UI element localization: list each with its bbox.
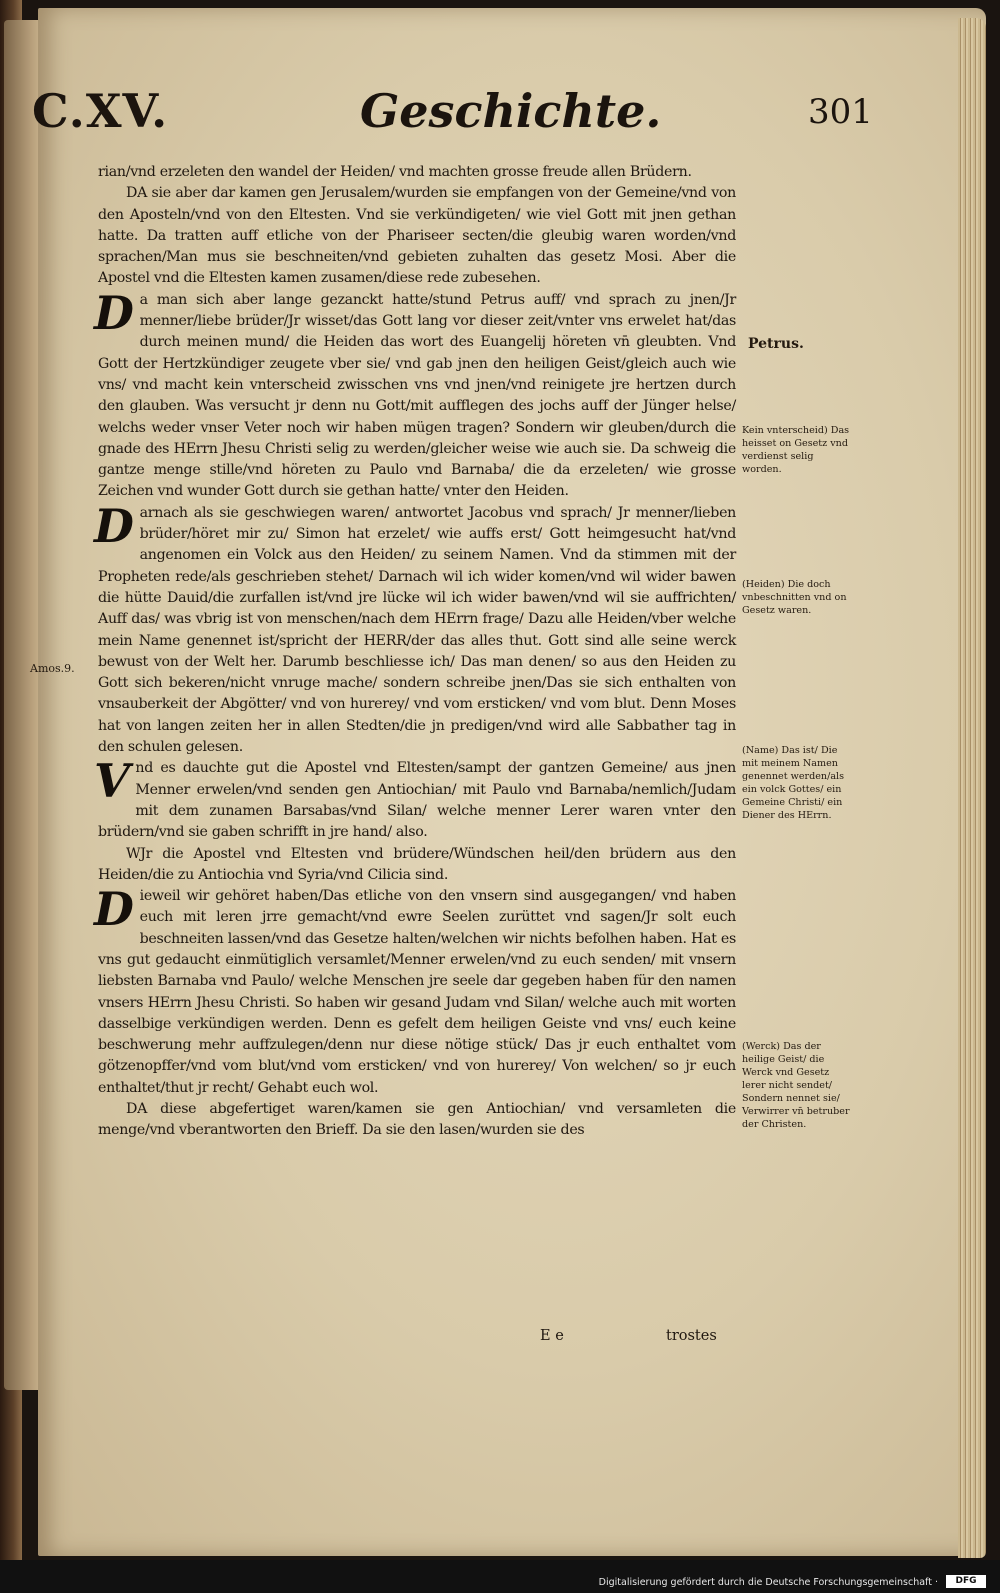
chapter-number: C.XV. (32, 84, 169, 138)
paragraph-8: DA diese abgefertiget waren/kamen sie gen Antiochian/ vnd versamleten die menge/vnd vberantworten den Brieff. Da sie den lasen/wurden sie des (98, 1101, 736, 1139)
paragraph-7-text: ieweil wir gehöret haben/Das etliche von den vnsern sind ausgegangen/ vnd haben euch mit leren jrre gemacht/vnd ewre Seelen zurüttet vnd sagen/Jr solt euch beschneiten lassen/vnd das Gesetze halten/welchen wir nichts befolhen haben. Hat es vns gut gedaucht einmütiglich versamlet/Menner erwelen/vnd zu euch senden/ mit vnsern liebsten Barnaba vnd Paulo/ welche Menschen jre seele dar gegeben haben für den namen vnsers HErrn Jhesu Christi. So haben wir gesand Judam vnd Silan/ welche auch mit worten dasselbige verkündigen werden. Denn es gefelt dem heiligen Geiste vnd vns/ euch keine beschwerung mehr auffzulegen/denn nur diese nötige stück/ Das jr euch enthaltet vom götzenopffer/vnd vom blut/vnd vom ersticken/ vnd von hurerey/ Von welchen/ so jr euch enthaltet/thut jr recht/ Gehabt euch wol. (98, 888, 736, 1096)
margin-note-name: (Name) Das ist/ Die mit meinem Namen genennet werden/als ein volck Gottes/ ein Gemeine Christi/ ein Diener des HErrn. (742, 745, 845, 821)
margin-note-heiden: (Heiden) Die doch vnbeschnitten vnd on Gesetz waren. (742, 579, 847, 616)
margin-note-werck: (Werck) Das der heilige Geist/ die Werck vnd Gesetz lerer nicht sendet/ Sondern nennet sie/ Verwirrer vn̄ betruber der Christen. (742, 1041, 850, 1130)
paragraph-1: rian/vnd erzeleten den wandel der Heiden/ vnd machten grosse freude allen Brüdern. (98, 164, 692, 180)
folio-number: 301 (808, 92, 873, 132)
paragraph-5 (94, 754, 736, 843)
paragraph-7 (94, 882, 736, 1099)
paragraph-3-text: a man sich aber lange gezanckt hatte/stund Petrus auff/ vnd sprach zu jnen/Jr menner/liebe brüder/Jr wisset/das Gott lang vor dieser zeit/vnter vns erwelet hat/das durch meinen mund/ die Heiden das wort des Euangelij höreten vn̄ gleubten. Vnd Gott der Hertzkündiger zeugete vber sie/ vnd gab jnen den heiligen Geist/gleich auch wie vns/ vnd macht kein vnterscheid zwisschen vns vnd jnen/vnd reinigete jre hertzen durch den glauben. Was versucht jr denn nu Gott/mit aufflegen des jochs auff der Jünger helse/ welchs weder vnser Veter noch wir haben mügen tragen? Sondern wir gleuben/durch die gnade des HErrn Jhesu Christi selig zu werden/gleicher weise wie auch sie. Da schweig die gantze menge stille/vnd höreten zu Paulo vnd Barnaba/ die da erzeleten/ wie grosse Zeichen vnd wunder Gott durch sie gethan hatte/ vnter den Heiden. (98, 291, 736, 500)
page-stack-edge (958, 18, 986, 1558)
funding-credit: Digitalisierung gefördert durch die Deutsche Forschungsgemeinschaft · (598, 1577, 938, 1588)
drop-capital: D (94, 498, 134, 553)
paragraph-5-text: nd es dauchte gut die Apostel vnd Eltesten/sampt der gantzen Gemeine/ aus jnen Menner erwelen/vnd senden gen Antiochian/ mit Paulo vnd Barnaba/nemlich/Judam mit dem zunamen Barsabas/vnd Silan/ welche menner Lerer waren vnter den brüdern/vnd sie gaben schrifft in jre hand/ also. (98, 760, 736, 841)
margin-note-unterscheid: Kein vnterscheid) Das heisset on Gesetz vnd verdienst selig worden. (742, 425, 850, 475)
dfg-logo: DFG (946, 1575, 986, 1588)
paragraph-2: DA sie aber dar kamen gen Jerusalem/wurden sie empfangen von der Gemeine/vnd von den Aposteln/vnd von den Eltesten. Vnd sie verkündigeten/ wie viel Gott mit jnen gethan hatte. Da tratten auff etliche von der Phariseer secten/die gleubig waren worden/vnd sprachen/Man mus sie beschneiten/vnd gebieten zuhalten das gesetz Mosi. Aber die Apostel vnd die Eltesten kamen zusamen/diese rede zubesehen. (98, 185, 736, 287)
paragraph-4 (94, 498, 736, 759)
signature-mark: E e (540, 1328, 564, 1344)
left-margin-note: Amos.9. (30, 662, 75, 675)
paragraph-4-text: arnach als sie geschwiegen waren/ antwortet Jacobus vnd sprach/ Jr menner/lieben brüder/höret mir zu/ Simon hat erzelet/ wie auffs erst/ Gott heimgesucht hat/vnd angenomen ein Volck aus den Heiden/ zu seinem Namen. Vnd da stimmen mit der Propheten rede/als geschrieben stehet/ Darnach wil ich wider komen/vnd wil wider bawen die hütte Dauid/die zurfallen ist/vnd jre lücke wil ich wider bawen/vnd wil sie auffrichten/ Auff das/ was vbrig ist von menschen/nach dem HErrn frage/ Dazu alle Heiden/vber welche mein Name genennet ist/spricht der HERR/der das alles thut. Gott sind alle seine werck bewust von der Welt her. Darumb beschliesse ich/ Das man denen/ so aus den Heiden zu Gott sich bekeren/nicht vnruge mache/ sondern schreibe jnen/Das sie sich enthalten von vnsauberkeit der Abgötter/ vnd von hurerey/ vnd vom ersticken/ vnd vom blut. Denn Moses hat von langen zeiten her in allen Stedten/die jn predigen/vnd wird alle Sabbather tag in den schulen gelesen. (98, 504, 736, 756)
main-text-block (94, 162, 736, 1142)
paragraph-6: WJr die Apostel vnd Eltesten vnd brüdere/Wündschen heil/den brüdern aus den Heiden/die zu Antiochia vnd Syria/vnd Cilicia sind. (98, 845, 736, 883)
running-title: Geschichte. (360, 84, 662, 138)
drop-capital: V (94, 754, 130, 809)
margin-note-petrus: Petrus. (748, 336, 804, 352)
drop-capital: D (94, 285, 134, 340)
paragraph-3 (94, 285, 736, 503)
catchword: trostes (666, 1328, 717, 1344)
drop-capital: D (94, 882, 134, 937)
